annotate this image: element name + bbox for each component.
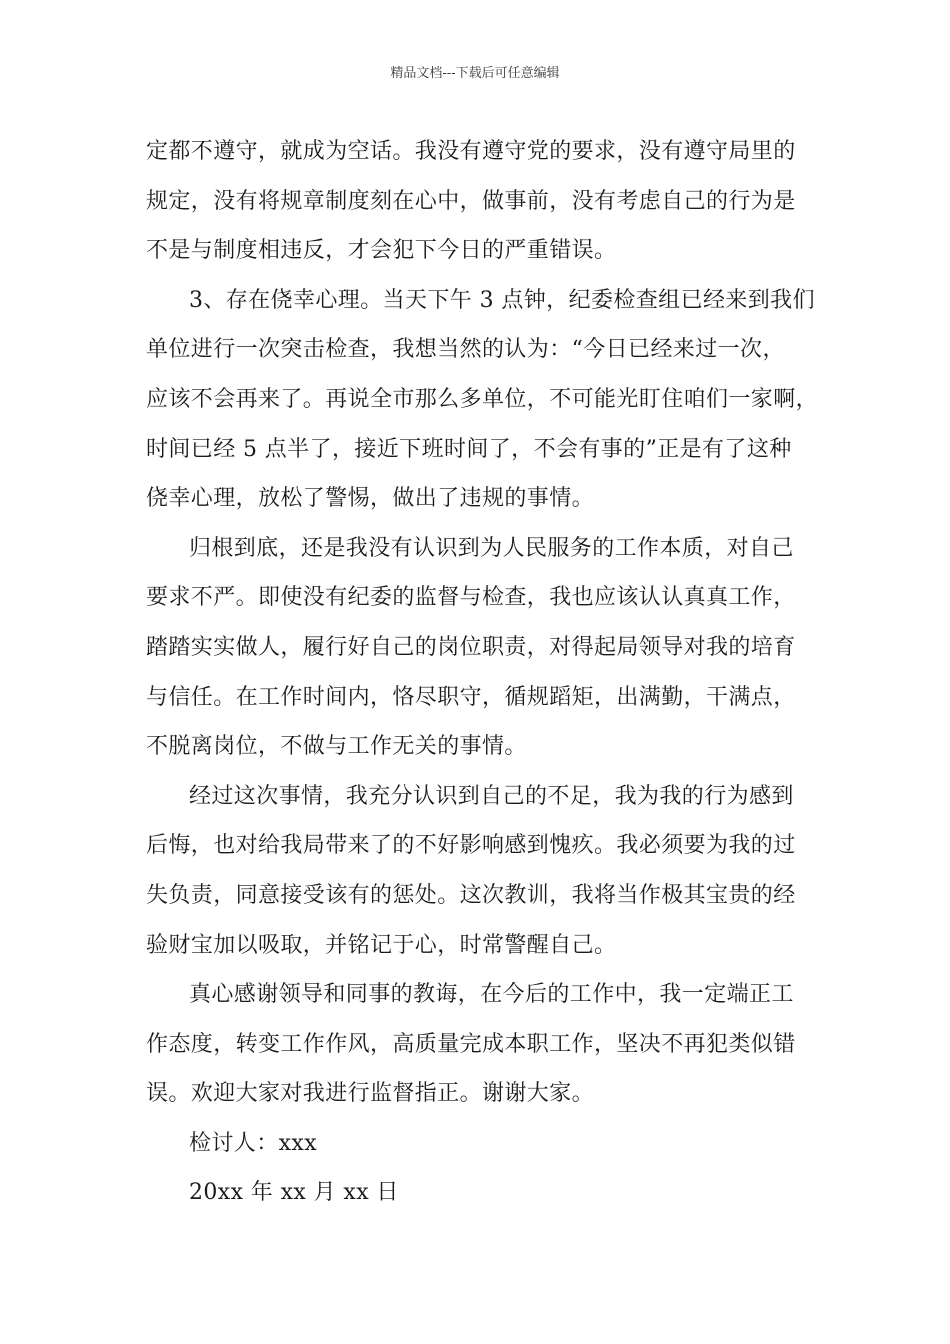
paragraph-first-line: 经过这次事情，我充分认识到自己的不足，我为我的行为感到 xyxy=(189,783,794,809)
body-line: 规定，没有将规章制度刻在心中，做事前，没有考虑自己的行为是 xyxy=(146,188,796,214)
page-header: 精品文档---下载后可任意编辑 xyxy=(390,66,560,81)
body-line: 误。欢迎大家对我进行监督指正。谢谢大家。 xyxy=(146,1081,595,1107)
body-line: 不是与制度相违反，才会犯下今日的严重错误。 xyxy=(146,238,617,264)
body-line: 不脱离岗位，不做与工作无关的事情。 xyxy=(146,734,527,760)
body-line: 后悔，也对给我局带来了的不好影响感到愧疚。我必须要为我的过 xyxy=(146,833,796,859)
body-line: 定都不遵守，就成为空话。我没有遵守党的要求，没有遵守局里的 xyxy=(146,139,796,164)
body-line: 要求不严。即使没有纪委的监督与检查，我也应该认认真真工作， xyxy=(146,585,796,611)
date-line: 20xx 年 xx 月 xx 日 xyxy=(189,1180,399,1206)
body-line: 与信任。在工作时间内，恪尽职守，循规蹈矩，出满勤，干满点， xyxy=(146,684,796,710)
body-line: 失负责，同意接受该有的惩处。这次教训，我将当作极其宝贵的经 xyxy=(146,882,796,908)
document-body xyxy=(146,127,819,1218)
paragraph-first-line: 归根到底，还是我没有认识到为人民服务的工作本质，对自己 xyxy=(189,535,794,561)
body-line: 作态度，转变工作作风，高质量完成本职工作，坚决不再犯类似错 xyxy=(146,1031,796,1057)
body-line: 验财宝加以吸取，并铭记于心，时常警醒自己。 xyxy=(146,932,617,958)
body-line: 踏踏实实做人，履行好自己的岗位职责，对得起局领导对我的培育 xyxy=(146,634,796,660)
paragraph-first-line: 真心感谢领导和同事的教诲，在今后的工作中，我一定端正工 xyxy=(189,982,794,1008)
paragraph-first-line: 3、存在侥幸心理。当天下午 3 点钟，纪委检查组已经来到我们 xyxy=(189,287,815,313)
body-line: 单位进行一次突击检查，我想当然的认为：“今日已经来过一次， xyxy=(146,337,785,363)
signature-line: 检讨人：xxx xyxy=(189,1130,318,1156)
body-line: 时间已经 5 点半了，接近下班时间了，不会有事的”正是有了这种 xyxy=(146,436,792,462)
body-line: 侥幸心理，放松了警惕，做出了违规的事情。 xyxy=(146,486,595,512)
body-line: 应该不会再来了。再说全市那么多单位，不可能光盯住咱们一家啊， xyxy=(146,386,819,412)
